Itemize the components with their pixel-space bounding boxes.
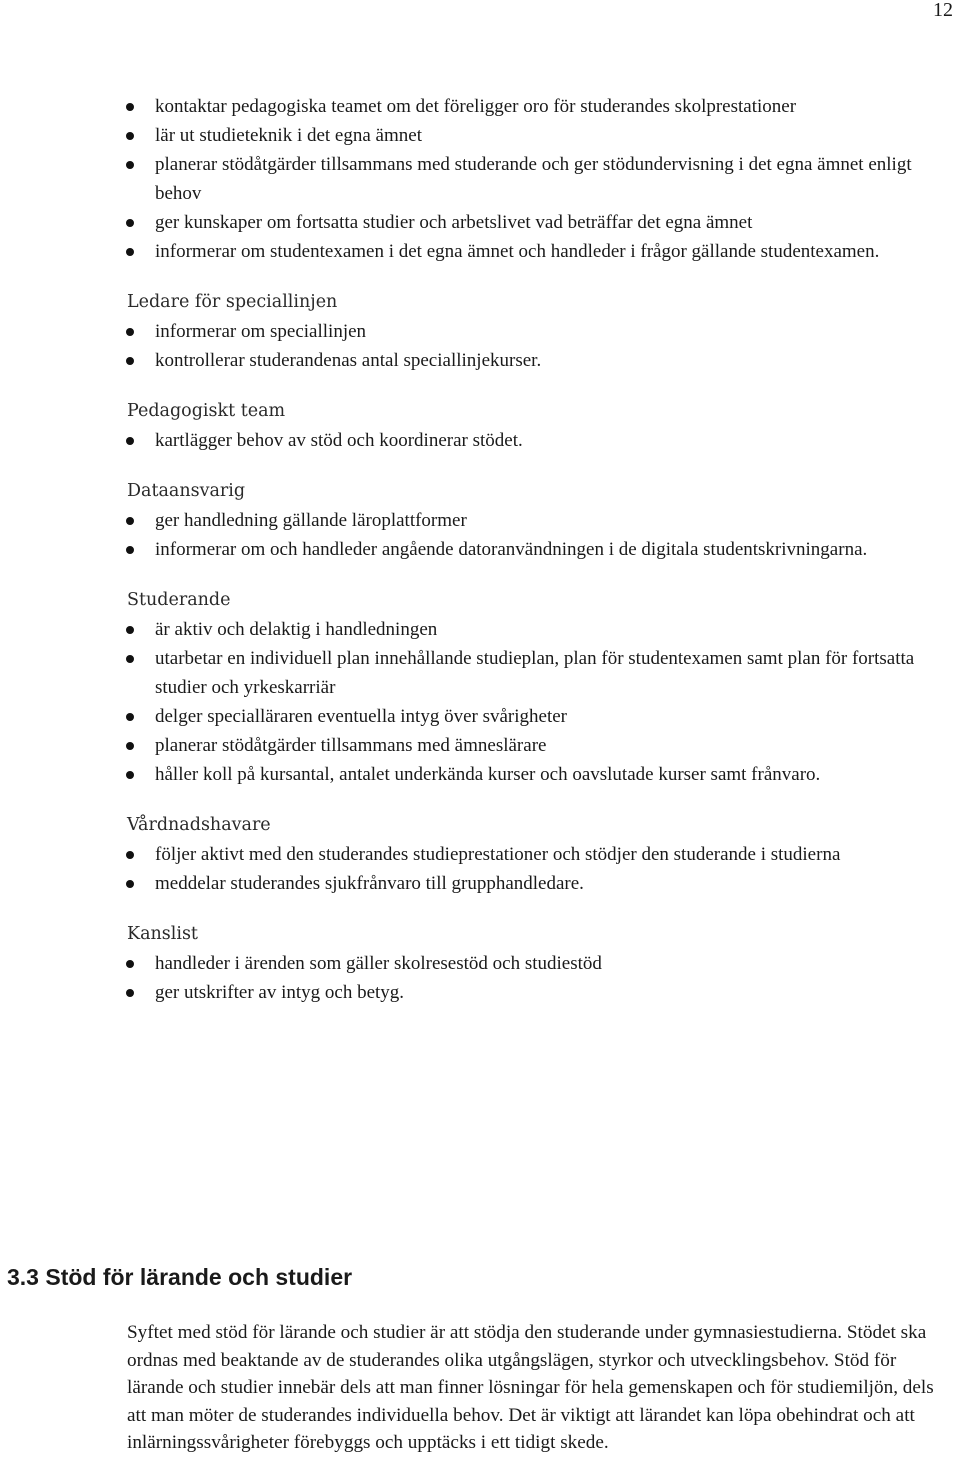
list-item: följer aktivt med den studerandes studieprestationer och stödjer den studerande i studierna xyxy=(0,840,960,869)
list-item: delger specialläraren eventuella intyg över svårigheter xyxy=(0,702,960,731)
list-item: planerar stödåtgärder tillsammans med studerande och ger stödundervisning i det egna ämnet enligt behov xyxy=(0,150,960,208)
list-item: informerar om studentexamen i det egna ämnet och handleder i frågor gällande studentexamen. xyxy=(0,237,960,266)
chapter-paragraph: Syftet med stöd för lärande och studier är att stödja den studerande under gymnasiestudierna. Stödet ska ordnas med beaktande av de studerandes olika utgångslägen, styrkor och utvecklingsbehov. Stöd för lärande och studier innebär dels att man finner lösningar för hela gemenskapen och för studiemiljön, dels att man möter de studerandes individuella behov. Det är viktigt att lärandet kan löpa obehindrat och att inlärningssvårigheter förebyggs och upptäcks i ett tidigt skede. xyxy=(127,1322,934,1454)
section-heading: Studerande xyxy=(127,590,231,610)
list-item: kontrollerar studerandenas antal speciallinjekurser. xyxy=(0,346,960,375)
list-item: planerar stödåtgärder tillsammans med ämneslärare xyxy=(0,731,960,760)
bullet-list xyxy=(0,317,960,375)
bullet-list xyxy=(0,92,960,266)
section-heading: Dataansvarig xyxy=(127,481,246,501)
list-item: är aktiv och delaktig i handledningen xyxy=(0,615,960,644)
section-vardnadshavare xyxy=(0,810,960,898)
section-heading: Pedagogiskt team xyxy=(127,401,286,421)
list-item: håller koll på kursantal, antalet underkända kurser och oavslutade kurser samt frånvaro. xyxy=(0,760,960,789)
list-item: lär ut studieteknik i det egna ämnet xyxy=(0,121,960,150)
list-item: handleder i ärenden som gäller skolresestöd och studiestöd xyxy=(0,949,960,978)
list-item: informerar om och handleder angående datoranvändningen i de digitala studentskrivningarna. xyxy=(0,535,960,564)
list-item: meddelar studerandes sjukfrånvaro till grupphandledare. xyxy=(0,869,960,898)
list-item: ger utskrifter av intyg och betyg. xyxy=(0,978,960,1007)
section-ledare xyxy=(0,287,960,375)
list-item: informerar om speciallinjen xyxy=(0,317,960,346)
page-number: 12 xyxy=(933,0,953,21)
bullet-list xyxy=(0,840,960,898)
section-heading: Kanslist xyxy=(127,924,198,944)
bullet-list xyxy=(0,426,960,455)
bullet-list xyxy=(0,506,960,564)
section-dataansvarig xyxy=(0,476,960,564)
section-studerande xyxy=(0,585,960,789)
list-item: utarbetar en individuell plan innehållande studieplan, plan för studentexamen samt plan för fortsatta studier och yrkeskarriär xyxy=(0,644,960,702)
list-item: kontaktar pedagogiska teamet om det föreligger oro för studerandes skolprestationer xyxy=(0,92,960,121)
section-kanslist xyxy=(0,919,960,1007)
section-heading: Vårdnadshavare xyxy=(127,815,271,835)
list-item: kartlägger behov av stöd och koordinerar stödet. xyxy=(0,426,960,455)
document-body xyxy=(0,92,960,1007)
section-pedagogiskt-team xyxy=(0,396,960,455)
intro-section xyxy=(0,92,960,266)
bullet-list xyxy=(0,615,960,789)
section-heading: Ledare för speciallinjen xyxy=(127,292,338,312)
list-item: ger handledning gällande läroplattformer xyxy=(0,506,960,535)
chapter-heading: 3.3 Stöd för lärande och studier xyxy=(7,1264,353,1290)
list-item: ger kunskaper om fortsatta studier och arbetslivet vad beträffar det egna ämnet xyxy=(0,208,960,237)
bullet-list xyxy=(0,949,960,1007)
